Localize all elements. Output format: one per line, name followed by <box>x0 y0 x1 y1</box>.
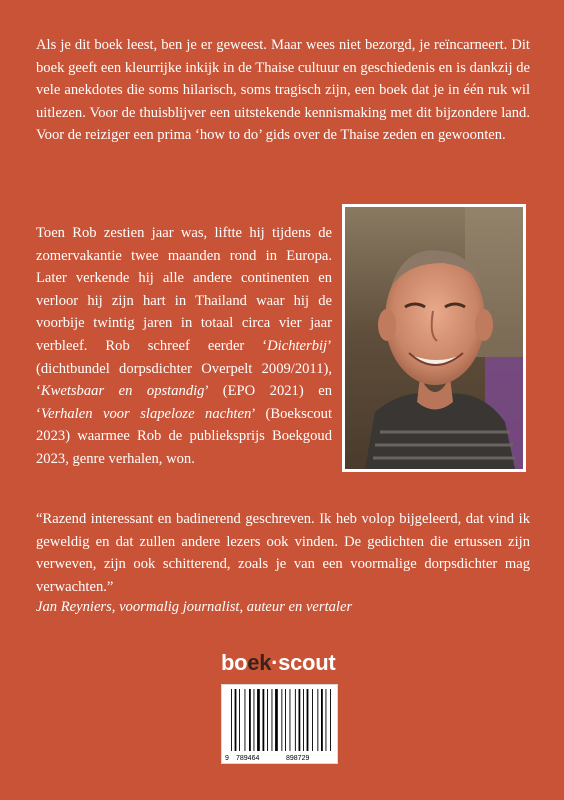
barcode-bar <box>231 689 232 751</box>
intro-blurb: Als je dit boek leest, ben je er geweest. Maar wees niet bezorgd, je reïncarneert. Dit boek geeft een kleurrijke inkijk in de Thaise cultuur en geschiedenis en is dankzij de vele anekdotes die soms hilarisch, soms tragisch zijn, een boek dat je in één ruk wil uitlezen. Voor de thuisblijver een uitstekende kennismaking met dit bijzondere land. Voor de reiziger een prima ‘how to do’ gids over de Thaise zeden en gewoonten. <box>36 37 530 144</box>
barcode-bar <box>303 689 304 751</box>
barcode-bar <box>275 689 278 751</box>
barcode-bar <box>307 689 309 751</box>
barcode-bar <box>321 689 323 751</box>
barcode-digits-right: 898729 <box>286 755 310 762</box>
logo-text: bo <box>221 650 248 675</box>
publisher-logo <box>221 650 335 676</box>
author-portrait-image <box>345 207 523 469</box>
bio-text: Toen Rob zestien jaar was, liftte hij tijdens de zomervakantie twee maanden rond in Europa. Later verkende hij alle andere continenten en verloor hij zijn hart in Thailand waar hij de voorbije twintig jaren in totaal circa vier jaar verbleef. Rob schreef eerder ‘ <box>36 225 332 354</box>
barcode-bar <box>272 689 273 751</box>
bio-text: ’ (EPO 2021) en ‘ <box>36 383 332 422</box>
barcode-bar <box>299 689 301 751</box>
barcode-bar <box>317 689 318 751</box>
logo-text: ·scout <box>271 650 336 675</box>
bio-text: ’ (dichtbundel dorpsdichter Overpelt 2009/2011), ‘ <box>36 337 332 400</box>
barcode-digit-first: 9 <box>225 755 229 762</box>
author-photo <box>342 204 526 472</box>
review-quote: “Razend interessant en badinerend geschreven. Ik heb volop bijgeleerd, dat vind ik geweldig en dat zullen andere lezers ook vinden. De gedichten die ertussen zijn verweven, zijn ook schitterend, zoals je van een voormalige dorpsdichter mag verwachten.” <box>36 511 530 595</box>
book-title-dichterbij: Dichterbij <box>267 337 328 354</box>
barcode-bar <box>285 689 286 751</box>
barcode-bar <box>326 689 327 751</box>
barcode-bar <box>312 689 313 751</box>
barcode-bar <box>295 689 296 751</box>
quote-attribution: Jan Reyniers, voormalig journalist, auteur en vertaler <box>36 599 353 615</box>
barcode-bar <box>290 689 291 751</box>
isbn-barcode <box>221 684 338 764</box>
barcode-bar <box>239 689 240 751</box>
barcode-digits-left: 789464 <box>236 755 260 762</box>
bio-text: ’ (Boekscout 2023) waarmee Rob de publieksprijs Boekgoud 2023, genre verhalen, won. <box>36 405 332 467</box>
logo-text-accent: ek <box>247 650 272 675</box>
barcode-bar <box>330 689 331 751</box>
barcode-bars <box>222 685 337 763</box>
barcode-bar <box>249 689 251 751</box>
book-title-verhalen: Verhalen voor slapeloze nachten <box>40 405 252 422</box>
barcode-bar <box>245 689 246 751</box>
barcode-bar <box>254 689 255 751</box>
barcode-bar <box>281 689 282 751</box>
author-bio <box>36 222 332 471</box>
barcode-bar <box>267 689 268 751</box>
barcode-bar <box>235 689 237 751</box>
barcode-bar <box>263 689 265 751</box>
barcode-bar <box>257 689 260 751</box>
book-title-kwetsbaar: Kwetsbaar en opstandig <box>40 383 205 400</box>
